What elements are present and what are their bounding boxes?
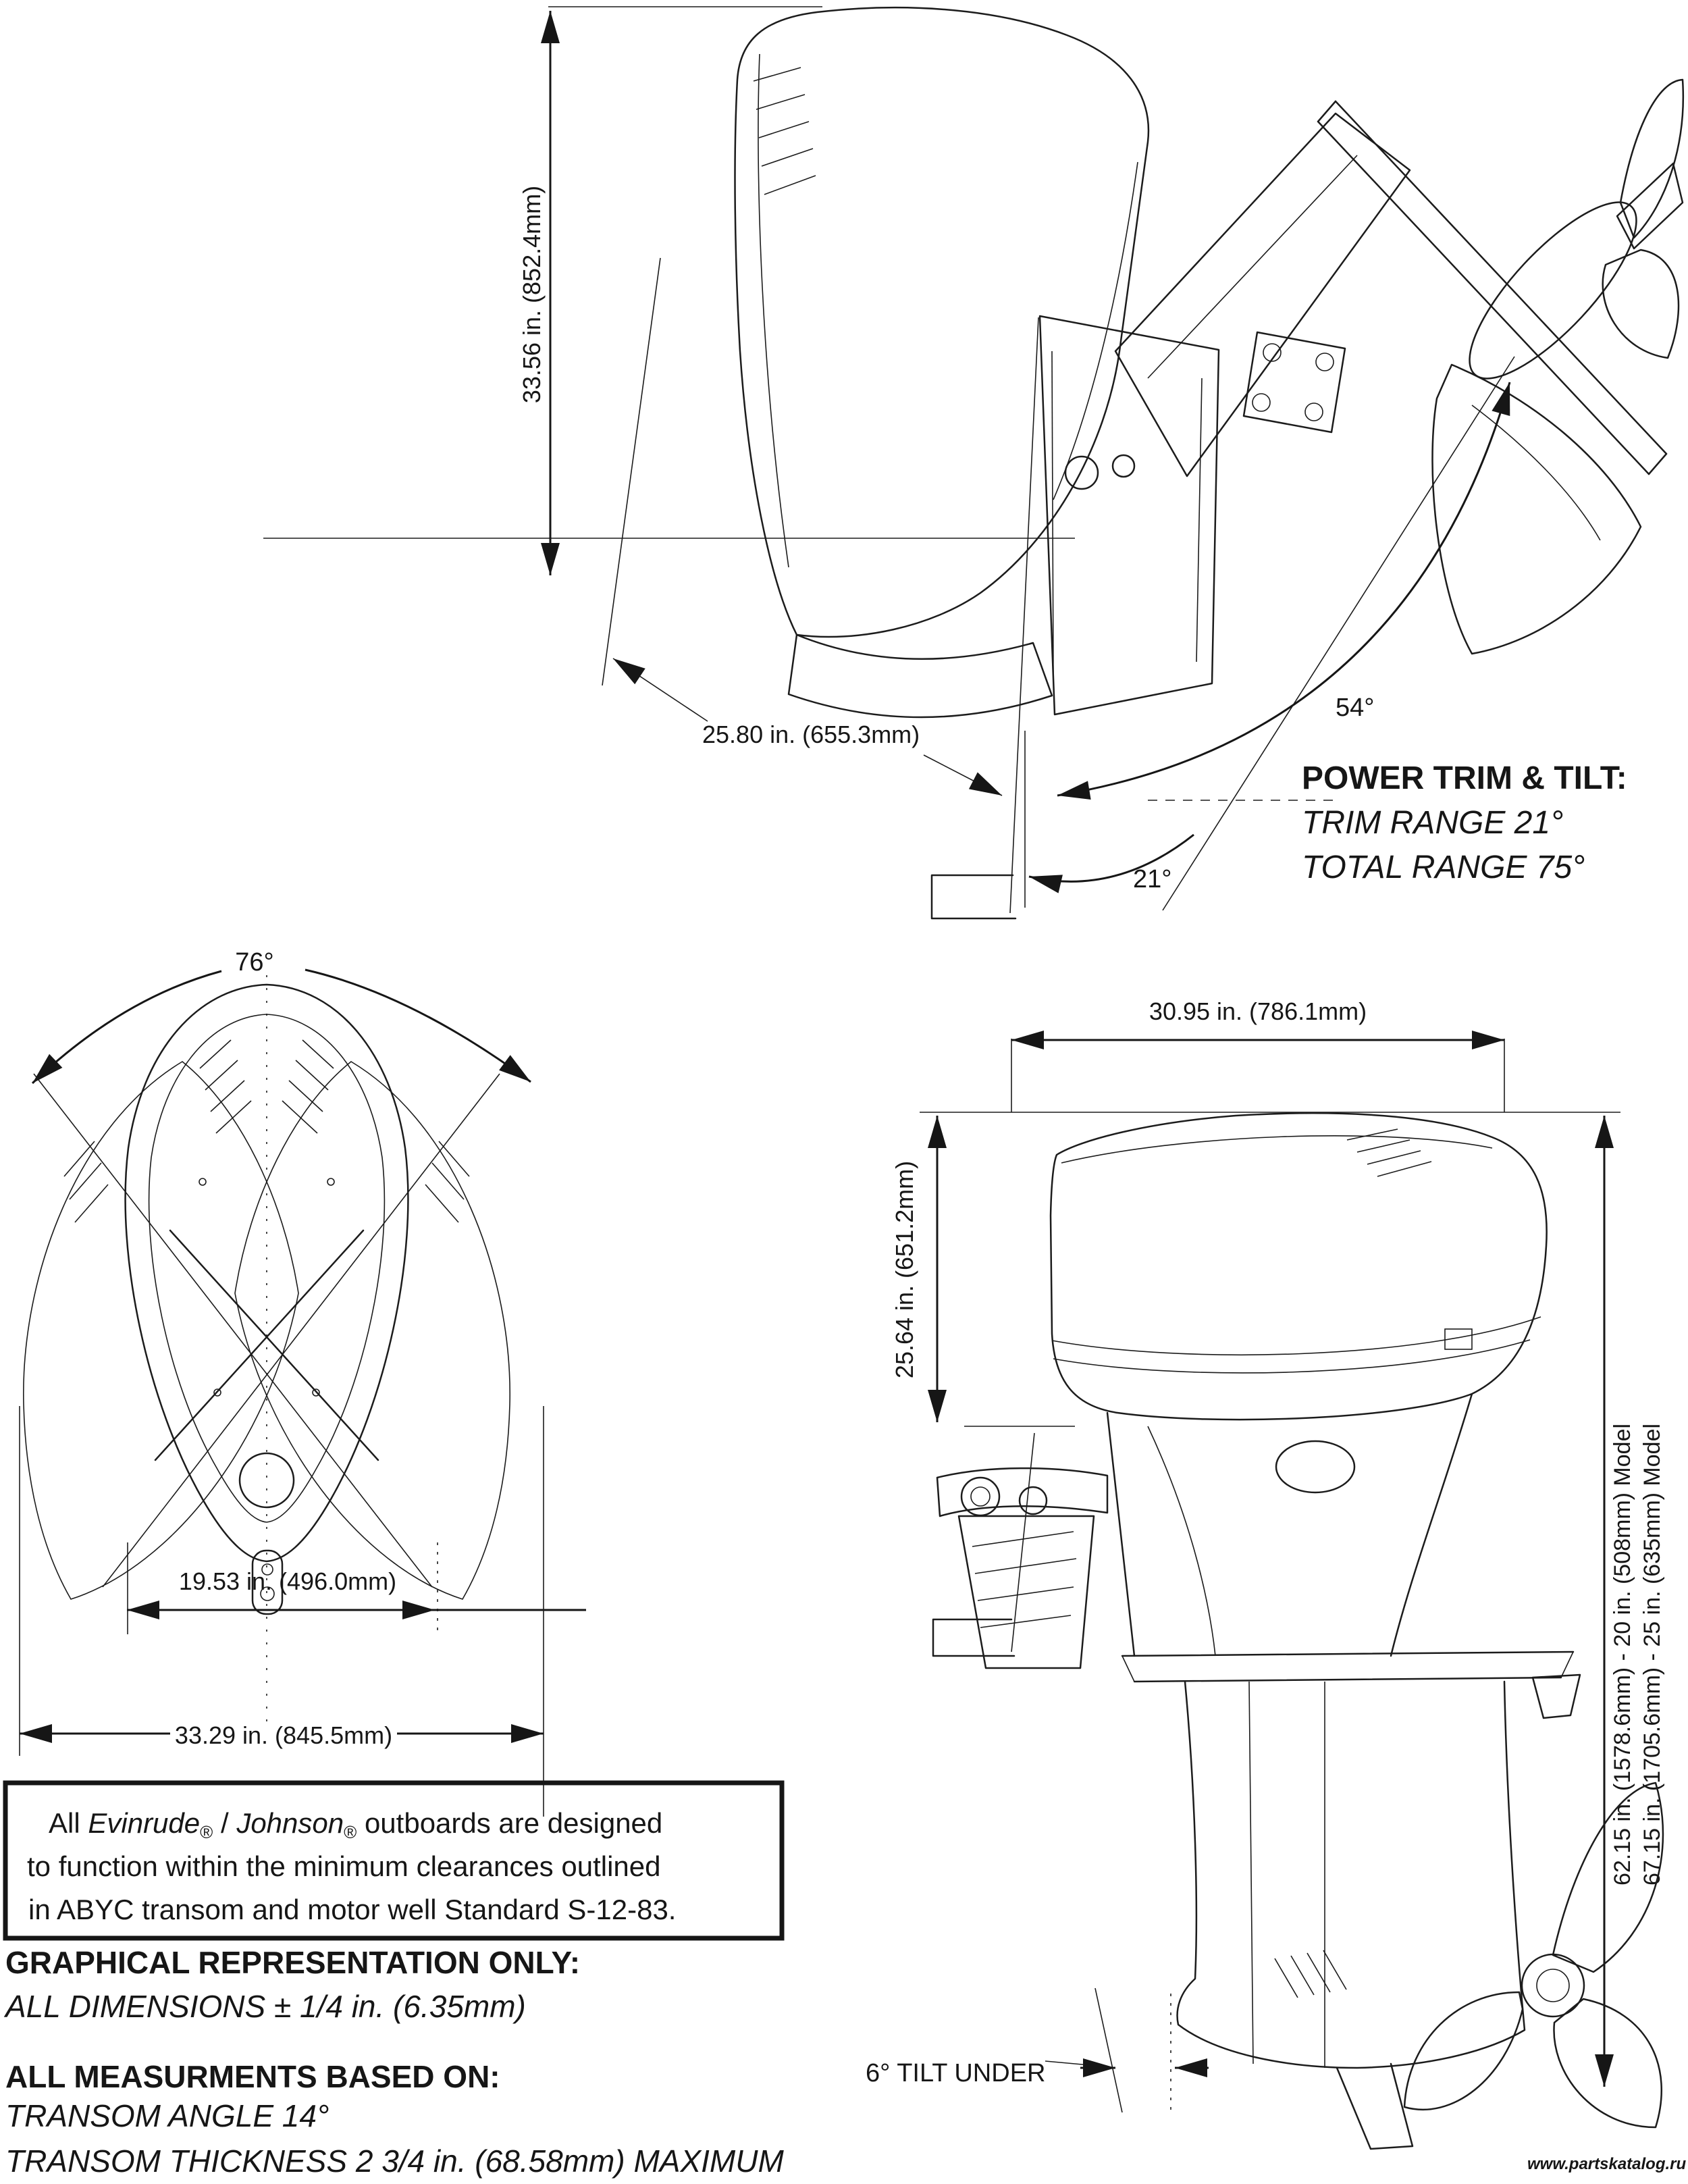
top-view: [20, 948, 586, 1817]
tilted-gearcase-torpedo: [1446, 180, 1660, 401]
trim-pin: [1113, 455, 1134, 477]
cross-line-2: [155, 1230, 363, 1460]
dimension-cowl-height: [891, 1116, 1075, 1426]
tilted-cowl-seam-left: [758, 54, 789, 567]
tilted-side-view: [263, 7, 1683, 918]
dimension-outer-width: [20, 1406, 544, 1817]
power-trim-title: POWER TRIM & TILT:: [1302, 760, 1627, 796]
transom-thickness-note: TRANSOM THICKNESS 2 3/4 in. (68.58mm) MAXIMUM: [5, 2143, 784, 2179]
watermark: www.partskatalog.ru: [1527, 2155, 1687, 2173]
johnson-reg: ®: [344, 1822, 357, 1842]
tilt-tube: [1065, 457, 1098, 489]
notice-line-3: in ABYC transom and motor well Standard S-12-83.: [28, 1894, 677, 1925]
skeg-line: [1472, 405, 1600, 540]
dim-label-33-56: 33.56 in. (852.4mm): [518, 185, 546, 404]
midsection-left-edge: [1107, 1413, 1134, 1656]
upright-cowl-seam-2: [1053, 1340, 1530, 1373]
bracket-front-edge: [1010, 317, 1038, 913]
prop-hub-inner: [1537, 1969, 1569, 2002]
av-plate-top: [1122, 1652, 1573, 1656]
boat-transom-line: [602, 258, 660, 685]
tilted-prop-blade-2: [1603, 250, 1679, 358]
driveshaft-line-1: [1249, 1682, 1253, 2064]
dimension-overall-height: [1604, 1116, 1665, 2087]
ghost-vent-hatch-left: [64, 1141, 108, 1222]
notice-l1-suffix: outboards are designed: [357, 1807, 663, 1839]
oil-window: [1276, 1441, 1354, 1492]
clamp-knob: [1020, 1487, 1047, 1514]
dim-label-19-53: 19.53 in. (496.0mm): [178, 1567, 397, 1595]
notice-l1-sep: /: [213, 1807, 237, 1839]
dim-label-30-95: 30.95 in. (786.1mm): [1149, 997, 1367, 1025]
midsection-right-edge: [1391, 1394, 1472, 1656]
label-21-deg: 21°: [1133, 865, 1172, 893]
dimension-inner-width: [127, 1542, 586, 1634]
top-view-vent-hatch-left: [200, 1040, 251, 1133]
av-plate-right: [1561, 1652, 1573, 1678]
steering-pivot-inner: [971, 1487, 990, 1506]
brand-johnson: Johnson: [236, 1807, 344, 1839]
top-view-vent-hatch-right: [282, 1040, 334, 1133]
evinrude-reg: ®: [200, 1822, 213, 1842]
power-trim-text-block: [1302, 760, 1627, 885]
setback-leader-left: [613, 658, 708, 721]
trim-tab: [1533, 1675, 1580, 1718]
upright-transom-line: [1011, 1433, 1034, 1652]
upright-side-view: [866, 997, 1665, 2149]
gearcase-outline: [1178, 1682, 1525, 2068]
dimensions-note: ALL DIMENSIONS ± 1/4 in. (6.35mm): [5, 1989, 526, 2024]
prop-blade-right: [1554, 1999, 1661, 2127]
tilted-cowl-seam-right: [1053, 162, 1138, 500]
total-tilt-arc: [1057, 382, 1510, 796]
dim-label-overall-25: 67.15 in. (1705.6mm) - 25 in. (635mm) Model: [1639, 1423, 1665, 1886]
steering-arc-left: [32, 971, 221, 1083]
bracket-line-2: [1196, 378, 1202, 662]
tilted-lower-pan: [789, 635, 1052, 717]
clamp-hatch-lines: [972, 1532, 1076, 1628]
dim-label-overall-20: 62.15 in. (1578.6mm) - 20 in. (508mm) Model: [1610, 1423, 1635, 1886]
notice-line-2: to function within the minimum clearances outlined: [27, 1850, 661, 1882]
dimension-height-tilted: [518, 7, 822, 575]
label-54-deg: 54°: [1336, 694, 1375, 722]
dim-label-25-64: 25.64 in. (651.2mm): [891, 1160, 918, 1379]
skeg: [1337, 2064, 1413, 2149]
graphical-title: GRAPHICAL REPRESENTATION ONLY:: [5, 1945, 581, 1980]
notice-line-1: [49, 1807, 662, 1842]
tilted-prop-blade-1: [1620, 80, 1683, 238]
upright-cowl-outline: [1051, 1113, 1547, 1420]
dim-label-33-29: 33.29 in. (845.5mm): [174, 1721, 393, 1749]
mounting-plate-bolts: [1252, 344, 1334, 421]
notice-box: [5, 1783, 782, 1938]
label-76-deg: 76°: [235, 948, 274, 977]
tilted-av-plate: [1318, 101, 1666, 474]
stern-bracket-foot: [932, 875, 1016, 918]
midsection-panel-line: [1148, 1426, 1215, 1656]
mounting-plate: [1244, 332, 1345, 432]
steering-arc-right: [305, 970, 531, 1082]
tilt-under-label: 6° TILT UNDER: [866, 2059, 1046, 2087]
tilted-cowl-outline: [735, 7, 1149, 637]
av-plate-bottom: [1134, 1678, 1561, 1682]
tilt-under-annotation: [866, 1988, 1209, 2112]
water-intake-slots: [1275, 1950, 1346, 1998]
dimension-width-upright: [1011, 997, 1504, 1040]
dimension-setback: [613, 658, 1002, 796]
tilted-skeg: [1432, 365, 1641, 654]
tilt-under-ref-slanted: [1095, 1988, 1122, 2112]
steering-pivot-circle: [240, 1453, 294, 1507]
upright-cowl-top-seam: [1061, 1136, 1492, 1163]
dim-label-25-80: 25.80 in. (655.3mm): [702, 721, 920, 748]
total-range-line: TOTAL RANGE 75°: [1302, 850, 1585, 885]
footnotes: [3, 1945, 784, 2179]
transom-angle-note: TRANSOM ANGLE 14°: [5, 2098, 329, 2133]
steering-pivot: [961, 1478, 999, 1515]
prop-blade-left: [1404, 1992, 1523, 2110]
av-plate-left: [1122, 1656, 1134, 1682]
tilt-under-leader: [1045, 2061, 1105, 2066]
tilted-prop-hub: [1617, 163, 1683, 249]
tilted-vent-slots: [754, 68, 816, 194]
based-on-title: ALL MEASURMENTS BASED ON:: [5, 2059, 500, 2094]
trim-range-line: TRIM RANGE 21°: [1302, 805, 1564, 841]
setback-leader-right: [924, 755, 1002, 796]
brand-evinrude: Evinrude: [88, 1807, 201, 1839]
notice-l1-prefix: All: [49, 1807, 88, 1839]
ghost-vent-hatch-right: [425, 1141, 469, 1222]
tilted-midsection: [1115, 113, 1410, 476]
top-view-bolts: [199, 1178, 334, 1396]
cross-line-1: [170, 1230, 378, 1460]
